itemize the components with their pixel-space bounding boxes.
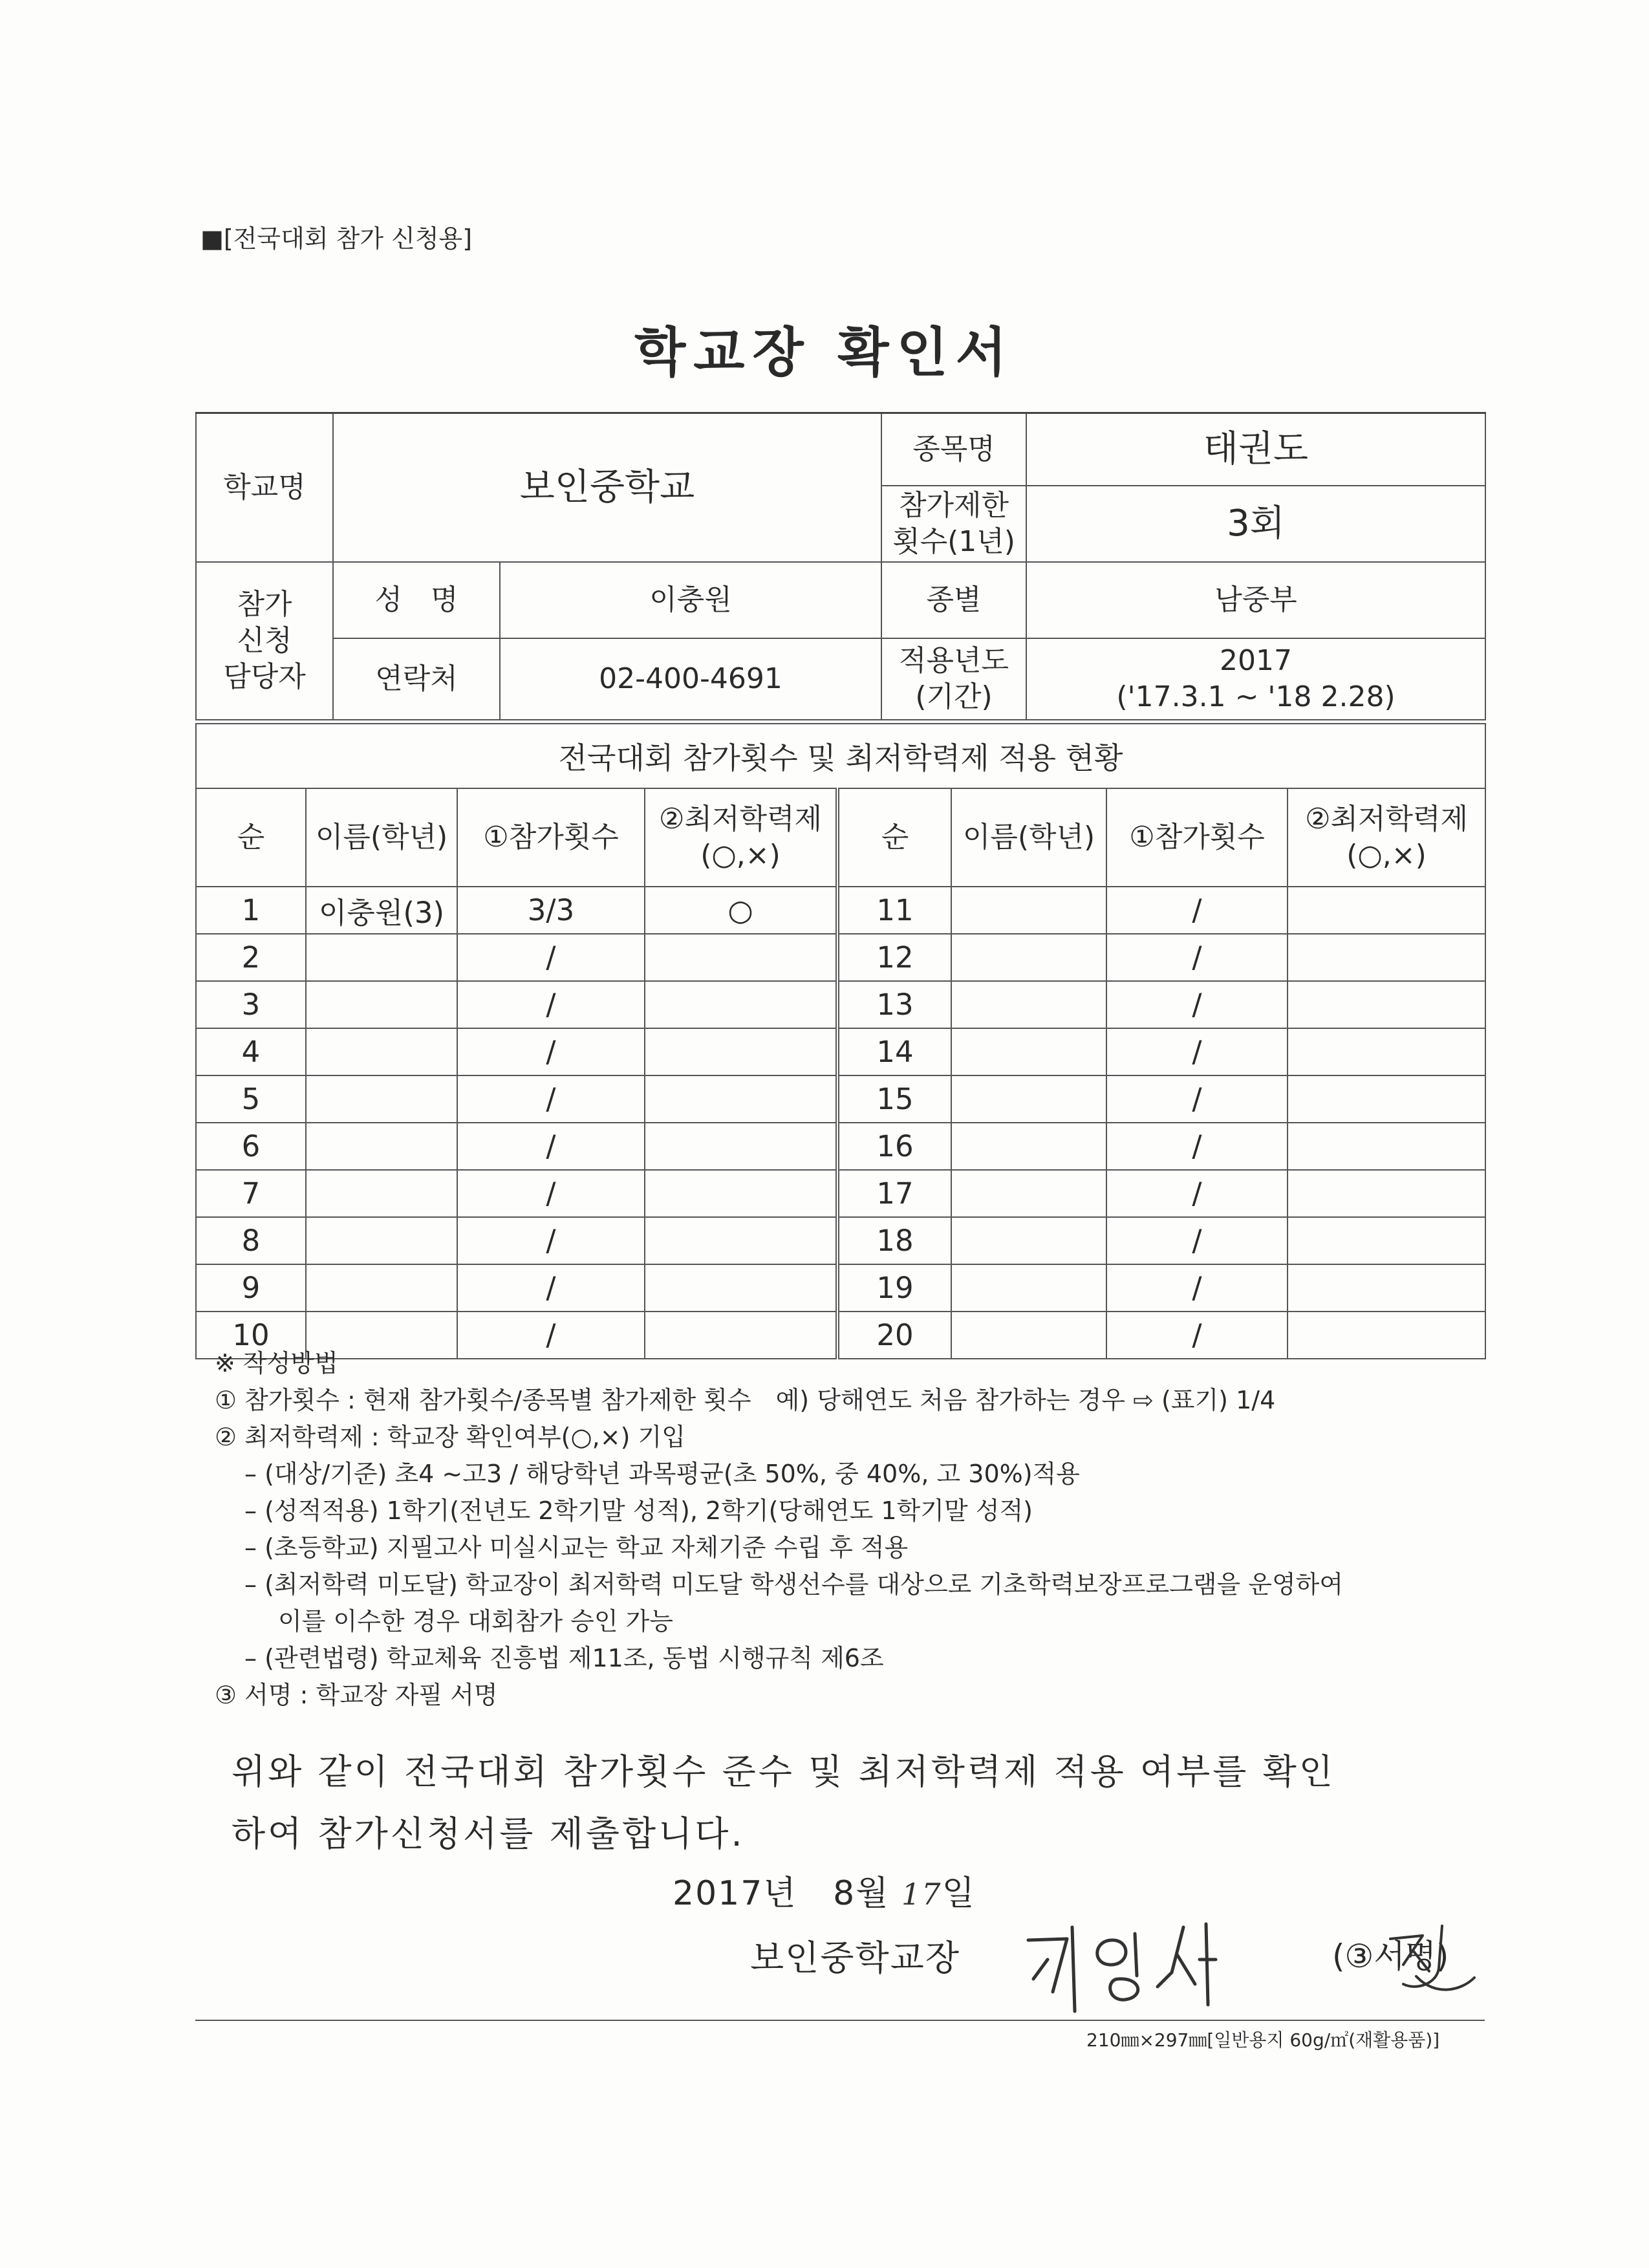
col-header-min-line1: ②최저학력제 xyxy=(659,803,822,836)
row-no: 1 xyxy=(196,887,306,934)
table-row xyxy=(196,1075,1485,1123)
period-label-line1: 적용년도 xyxy=(899,643,1009,677)
footer-divider xyxy=(195,2020,1485,2021)
table-caption: 전국대회 참가횟수 및 최저학력제 적용 현황 xyxy=(196,724,1485,788)
row-name xyxy=(951,934,1106,981)
row-min-level xyxy=(1288,934,1485,981)
col-header-min-line2: (○,×) xyxy=(1346,839,1427,872)
school-name-value: 보인중학교 xyxy=(333,413,881,562)
row-count: / xyxy=(1106,887,1288,934)
applicant-label xyxy=(196,562,333,720)
table-row xyxy=(196,1028,1485,1075)
row-count: / xyxy=(457,1170,645,1217)
sign-day: 17 xyxy=(901,1877,942,1912)
applicant-name-value: 이충원 xyxy=(500,562,881,638)
limit-label xyxy=(881,486,1026,562)
instruction-subitem: – (초등학교) 지필고사 미실시교는 학교 자체기준 수립 후 적용 xyxy=(244,1533,909,1562)
row-count: / xyxy=(1106,1312,1288,1359)
row-name xyxy=(306,1123,457,1170)
table-row xyxy=(196,981,1485,1028)
row-no: 14 xyxy=(837,1028,951,1075)
sign-year: 2017년 xyxy=(673,1874,797,1913)
signature-scribble xyxy=(1377,1919,1481,2010)
period-year: 2017 xyxy=(1220,643,1292,677)
principal-title: 보인중학교장 xyxy=(750,1938,960,1978)
row-min-level xyxy=(645,981,837,1028)
row-count: / xyxy=(457,1075,645,1123)
sign-month: 8월 xyxy=(833,1874,890,1913)
table-row xyxy=(196,1170,1485,1217)
row-min-level xyxy=(645,1028,837,1075)
row-min-level xyxy=(1288,887,1485,934)
school-name-label: 학교명 xyxy=(196,413,333,562)
row-count: / xyxy=(457,1123,645,1170)
row-name xyxy=(951,1028,1106,1075)
row-name xyxy=(951,1123,1106,1170)
row-name xyxy=(306,1075,457,1123)
row-count: / xyxy=(1106,981,1288,1028)
col-header-no: 순 xyxy=(196,788,306,887)
row-name xyxy=(951,887,1106,934)
row-min-level xyxy=(1288,1170,1485,1217)
row-name xyxy=(306,1217,457,1264)
row-name xyxy=(306,1264,457,1312)
row-name xyxy=(306,981,457,1028)
row-count: / xyxy=(457,1217,645,1264)
form-type-label: ■[전국대회 참가 신청용] xyxy=(200,224,473,253)
applicant-label-line3: 담당자 xyxy=(223,660,306,693)
period-value xyxy=(1026,638,1485,720)
col-header-name: 이름(학년) xyxy=(951,788,1106,887)
row-count: / xyxy=(457,1264,645,1312)
row-count: / xyxy=(1106,1028,1288,1075)
row-count: / xyxy=(1106,1217,1288,1264)
applicant-label-line2: 신청 xyxy=(237,623,292,657)
row-no: 9 xyxy=(196,1264,306,1312)
document-title: 학교장 확인서 xyxy=(634,322,1015,383)
row-count: / xyxy=(1106,1123,1288,1170)
row-min-level xyxy=(1288,1123,1485,1170)
col-header-min-level xyxy=(1288,788,1485,887)
limit-value: 3회 xyxy=(1026,486,1485,562)
row-name xyxy=(306,1028,457,1075)
contact-label: 연락처 xyxy=(333,638,500,720)
applicant-name-label: 성 명 xyxy=(333,562,500,638)
table-row xyxy=(196,1264,1485,1312)
row-count: / xyxy=(1106,1264,1288,1312)
row-no: 6 xyxy=(196,1123,306,1170)
paper-spec: 210㎜×297㎜[일반용지 60g/㎡(재활용품)] xyxy=(1086,2029,1440,2051)
row-name xyxy=(951,1217,1106,1264)
row-no: 12 xyxy=(837,934,951,981)
row-no: 2 xyxy=(196,934,306,981)
row-count: / xyxy=(457,1312,645,1359)
row-name xyxy=(951,981,1106,1028)
school-info-table xyxy=(195,412,1486,720)
confirmation-line1: 위와 같이 전국대회 참가횟수 준수 및 최저학력제 적용 여부를 확인 xyxy=(232,1751,1335,1792)
instruction-subitem: – (대상/기준) 초4 ~고3 / 해당학년 과목평균(초 50%, 중 40%, 고 30%)적용 xyxy=(244,1460,1080,1488)
col-header-count: ①참가횟수 xyxy=(1106,788,1288,887)
row-no: 16 xyxy=(837,1123,951,1170)
row-name xyxy=(306,934,457,981)
row-count: / xyxy=(457,1028,645,1075)
period-label-line2: (기간) xyxy=(915,680,993,713)
row-no: 17 xyxy=(837,1170,951,1217)
row-no: 10 xyxy=(196,1312,306,1359)
period-range: ('17.3.1 ~ '18 2.28) xyxy=(1116,680,1396,713)
row-name xyxy=(951,1075,1106,1123)
instruction-subitem: – (관련법령) 학교체육 진흥법 제11조, 동법 시행규칙 제6조 xyxy=(244,1644,884,1672)
col-header-min-level xyxy=(645,788,837,887)
col-header-name: 이름(학년) xyxy=(306,788,457,887)
row-min-level xyxy=(645,1264,837,1312)
confirmation-line2: 하여 참가신청서를 제출합니다. xyxy=(232,1813,745,1854)
col-header-count: ①참가횟수 xyxy=(457,788,645,887)
row-count: / xyxy=(1106,1170,1288,1217)
row-count: / xyxy=(457,981,645,1028)
instruction-subitem-continued: 이를 이수한 경우 대회참가 승인 가능 xyxy=(278,1607,674,1636)
row-no: 7 xyxy=(196,1170,306,1217)
category-label: 종별 xyxy=(881,562,1026,638)
row-min-level xyxy=(1288,1075,1485,1123)
row-no: 3 xyxy=(196,981,306,1028)
table-row xyxy=(196,934,1485,981)
limit-label-line1: 참가제한 xyxy=(899,488,1009,522)
row-name: 이충원(3) xyxy=(306,887,457,934)
row-min-level: ○ xyxy=(645,887,837,934)
instruction-item: ② 최저학력제 : 학교장 확인여부(○,×) 기입 xyxy=(215,1423,685,1451)
instructions xyxy=(215,1345,1495,1714)
row-min-level xyxy=(645,1123,837,1170)
limit-label-line2: 횟수(1년) xyxy=(892,524,1015,558)
row-no: 19 xyxy=(837,1264,951,1312)
row-min-level xyxy=(645,1075,837,1123)
applicant-label-line1: 참가 xyxy=(237,587,292,621)
row-no: 8 xyxy=(196,1217,306,1264)
period-label xyxy=(881,638,1026,720)
contact-value: 02-400-4691 xyxy=(500,638,881,720)
instructions-heading: ※ 작성방법 xyxy=(215,1349,338,1377)
row-count: / xyxy=(1106,1075,1288,1123)
row-min-level xyxy=(645,934,837,981)
row-count: / xyxy=(457,934,645,981)
event-label: 종목명 xyxy=(881,413,1026,486)
row-no: 15 xyxy=(837,1075,951,1123)
row-name xyxy=(951,1170,1106,1217)
signature-mark-label: (③서명) xyxy=(1332,1938,1449,1975)
participation-table xyxy=(195,723,1486,1359)
row-count: 3/3 xyxy=(457,887,645,934)
row-count: / xyxy=(1106,934,1288,981)
instruction-item: ① 참가횟수 : 현재 참가횟수/종목별 참가제한 횟수 예) 당해연도 처음 참가하는 경우 ⇨ (표기) 1/4 xyxy=(215,1386,1276,1414)
row-min-level xyxy=(1288,1028,1485,1075)
confirmation-statement xyxy=(232,1741,1499,1865)
category-value: 남중부 xyxy=(1026,562,1485,638)
instruction-item: ③ 서명 : 학교장 자필 서명 xyxy=(215,1681,498,1709)
row-no: 18 xyxy=(837,1217,951,1264)
table-row xyxy=(196,1123,1485,1170)
event-value: 태권도 xyxy=(1026,413,1485,486)
row-no: 11 xyxy=(837,887,951,934)
row-name xyxy=(951,1264,1106,1312)
row-no: 4 xyxy=(196,1028,306,1075)
col-header-no: 순 xyxy=(837,788,951,887)
row-no: 5 xyxy=(196,1075,306,1123)
row-min-level xyxy=(1288,1264,1485,1312)
row-min-level xyxy=(645,1170,837,1217)
table-row xyxy=(196,1217,1485,1264)
sign-day-suffix: 일 xyxy=(942,1874,976,1913)
row-name xyxy=(306,1170,457,1217)
table-row xyxy=(196,887,1485,934)
instruction-subitem: – (성적적용) 1학기(전년도 2학기말 성적), 2학기(당해연도 1학기말 성적) xyxy=(244,1496,1033,1525)
handwritten-signature xyxy=(1022,1914,1293,2024)
row-min-level xyxy=(645,1217,837,1264)
row-no: 13 xyxy=(837,981,951,1028)
row-min-level xyxy=(1288,1217,1485,1264)
row-no: 20 xyxy=(837,1312,951,1359)
sign-date xyxy=(673,1866,976,1914)
row-min-level xyxy=(1288,981,1485,1028)
instruction-subitem: – (최저학력 미도달) 학교장이 최저학력 미도달 학생선수를 대상으로 기초학력보장프로그램을 운영하여 xyxy=(244,1570,1344,1599)
col-header-min-line2: (○,×) xyxy=(700,839,781,872)
col-header-min-line1: ②최저학력제 xyxy=(1305,803,1469,836)
